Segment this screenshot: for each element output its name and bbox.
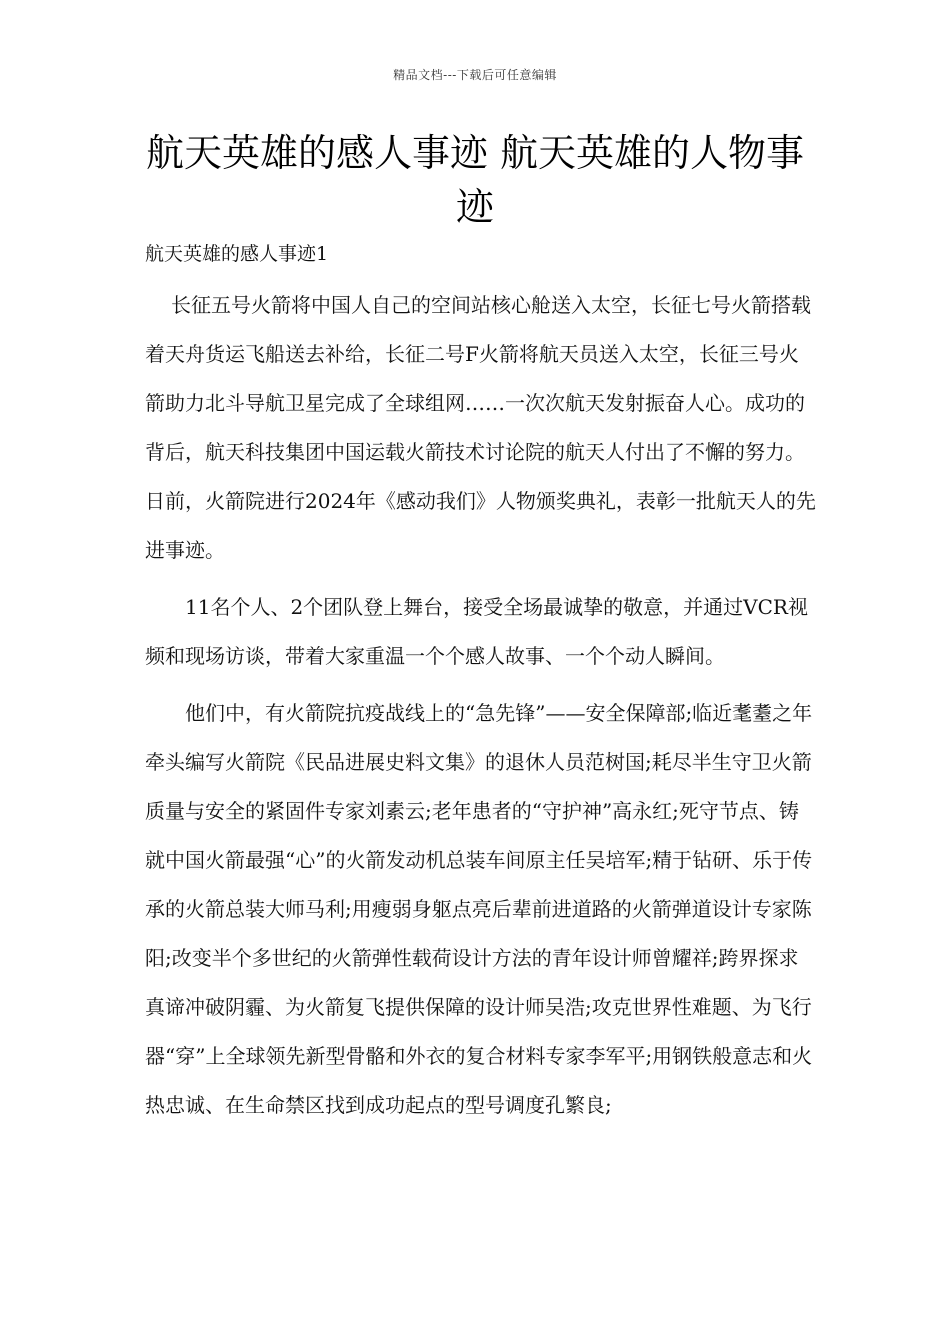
paragraph: 长征五号火箭将中国人自己的空间站核心舱送入太空，长征七号火箭搭载着天舟货运飞船送去补给，长征二号F火箭将航天员送入太空，长征三号火箭助力北斗导航卫星完成了全球组网……一次次航天发射振奋人心。成功的背后，航天科技集团中国运载火箭技术讨论院的航天人付出了不懈的努力。日前，火箭院进行2024年《感动我们》人物颁奖典礼，表彰一批航天人的先进事迹。	[145, 293, 816, 562]
document-body	[145, 236, 817, 1130]
section-heading: 航天英雄的感人事迹1	[145, 243, 329, 265]
document-title: 航天英雄的感人事迹 航天英雄的人物事迹	[145, 131, 805, 229]
paragraph: 他们中，有火箭院抗疫战线上的“急先锋”——安全保障部;临近耄耋之年牵头编写火箭院《民品进展史料文集》的退休人员范树国;耗尽半生守卫火箭质量与安全的紧固件专家刘素云;老年患者的“守护神”高永红;死守节点、铸就中国火箭最强“心”的火箭发动机总装车间原主任吴培军;精于钻研、乐于传承的火箭总装大师马利;用瘦弱身躯点亮后辈前进道路的火箭弹道设计专家陈阳;改变半个多世纪的火箭弹性载荷设计方法的青年设计师曾耀祥;跨界探求真谛冲破阴霾、为火箭复飞提供保障的设计师吴浩;攻克世界性难题、为飞行器“穿”上全球领先新型骨骼和外衣的复合材料专家李军平;用钢铁般意志和火热忠诚、在生命禁区找到成功起点的型号调度孔繁良;	[145, 701, 813, 1117]
header-note: 精品文档---下载后可任意编辑	[393, 68, 557, 82]
paragraph: 11名个人、2个团队登上舞台，接受全场最诚挚的敬意，并通过VCR视频和现场访谈，带着大家重温一个个感人故事、一个个动人瞬间。	[145, 595, 808, 668]
